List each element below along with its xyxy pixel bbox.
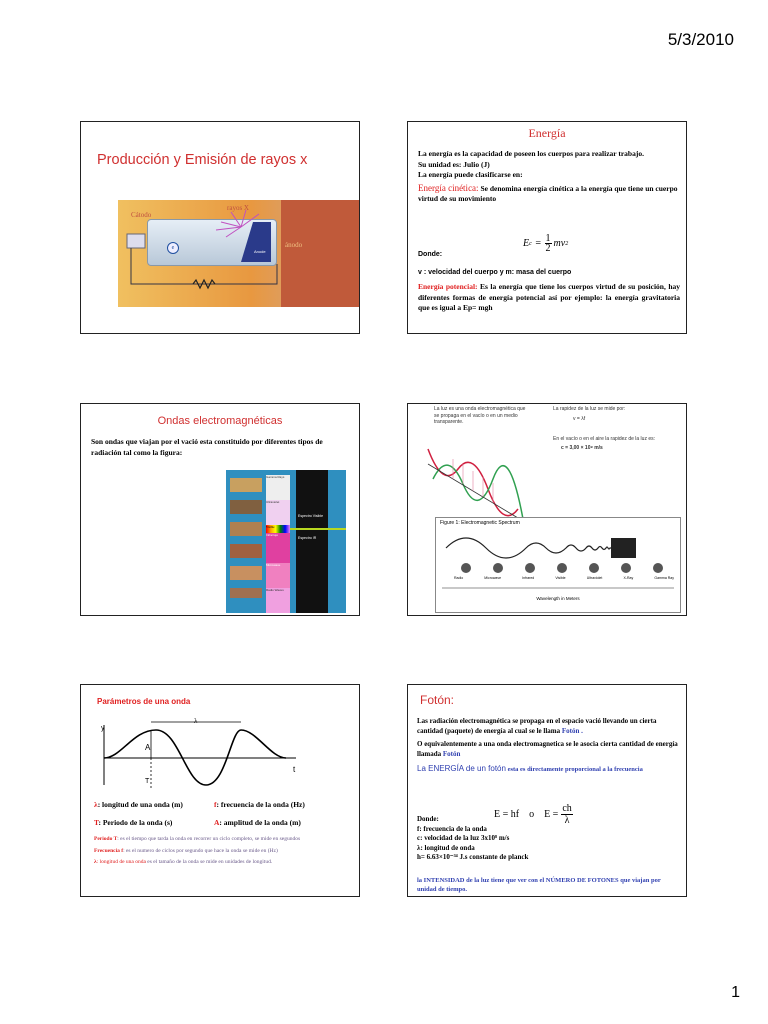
def-period: T: Periodo de la onda (s) (94, 818, 173, 827)
electron-icon: e (167, 242, 179, 254)
thumb-image (230, 544, 262, 558)
note-wavelength: λ: longitud de una onda es el tamaño de la onda se mide en unidades de longitud. (94, 859, 273, 865)
slide-title: Parámetros de una onda (97, 697, 191, 706)
spectrum-source-icon (493, 563, 503, 573)
em-waves-text: Son ondas que viajan por el vació esta constituido por diferentes tipos de radiación tal como la figura: (91, 437, 323, 457)
light-bullet-2: La rapidez de la luz se mide por: v = λf (553, 406, 626, 422)
band-radio: Radio Waves (266, 588, 290, 613)
param-definitions (94, 796, 354, 832)
kinetic-energy-text: Energía cinética: Se denomina energía cinética a la energía que tiene un cuerpo virtud de su movimiento (418, 182, 678, 203)
circuit-wire (131, 248, 277, 284)
light-bullet-1: La luz es una onda electromagnética que se propaga en el vacío o en un medio transparente. (434, 406, 526, 425)
em-spectrum-figure (226, 470, 346, 613)
slide-title: Fotón: (420, 693, 455, 707)
slide-title: Producción y Emisión de rayos x (97, 152, 308, 168)
gamma-block (611, 538, 636, 558)
param-notes (94, 835, 352, 867)
wave-parameter-diagram (81, 710, 360, 810)
photon-equivalence: O equivalentemente a una onda electromagnetica se le asocia cierta cantidad de energía llamada Fotón (417, 740, 678, 758)
photon-energy-text: La ENERGÍA de un fotón esta es directamente proporcional a la frecuencia (417, 764, 643, 773)
energy-unit: Su unidad es: Julio (J) (418, 159, 490, 169)
spectrum-source-icon (653, 563, 663, 573)
magnetic-field-wave (433, 465, 523, 519)
def-wavelength: λ: longitud de una onda (m) (94, 800, 183, 809)
spectrum-source-icon (461, 563, 471, 573)
propagation-axis (428, 464, 528, 524)
energy-classification: La energía puede clasificarse en: (418, 170, 523, 179)
note-frequency: Frecuencia f: es el numero de ciclos por segundo que hace la onda se mide en (Hz) (94, 847, 278, 854)
note-period: Periodo T: es el tiempo que tarda la onda en recorrer un ciclo completo, se mide en segundos (94, 836, 301, 842)
band-infrared: Infrarrojo (266, 533, 290, 563)
spectrum-source-icon (621, 563, 631, 573)
photon-variables: Donde: f: frecuencia de la onda c: velocidad de la luz 3x10⁸ m/s λ: longitud de onda h= 6.63×10⁻³⁴ J.s constante de planck (417, 815, 529, 861)
light-bullet-3: En el vacío o en el aire la rapidez de la luz es: c = 3,00 × 10⁸ m/s (553, 436, 656, 451)
thumb-image (230, 566, 262, 580)
spectrum-source-icon (557, 563, 567, 573)
t-label: t (293, 765, 296, 774)
intensity-text: la INTENSIDAD de la luz tiene que ver con el NÚMERO DE FOTONES que viajan por unidad de tiempo. (417, 877, 661, 893)
kinetic-variables: v : velocidad del cuerpo y m: masa del cuerpo (418, 269, 572, 276)
slide-foton (407, 684, 687, 897)
spectrum-source-icon (525, 563, 535, 573)
band-gamma: Gamma Rays (266, 475, 290, 500)
ir-spectrum-label: Espectro IR (298, 536, 317, 540)
wavelength-curve (446, 538, 636, 558)
spectrum-thumbnails (230, 478, 262, 608)
donde-label: Donde: (418, 251, 443, 258)
band-microwave: Microwave (266, 563, 290, 588)
def-amplitude: A: amplitud de la onda (m) (214, 818, 301, 827)
slide-xray-production (80, 121, 360, 334)
page-date: 5/3/2010 (667, 30, 734, 49)
kinetic-formula: E c = $\frac{1}{2}$ mv 2 (523, 233, 569, 254)
photon-equations: E = hf o E = $\frac{ch}{\lambda}$ (494, 803, 572, 826)
beam (241, 214, 259, 227)
spectrum-source-icon (589, 563, 599, 573)
axis-label: Wavelength in Meters (536, 596, 580, 601)
period-label: T (145, 778, 150, 785)
slide-energia (407, 121, 687, 334)
rays-label: rayos X (227, 204, 249, 212)
band-visible: Visible (266, 525, 290, 533)
photon-definition: Las radiación electromagnética se propaga en el espacio vació llevando un cierta cantidad (paquete) de energía al cual se le llama Fotón . (417, 717, 657, 735)
lambda-label: λ (194, 717, 198, 725)
cathode-label: Cátodo (131, 211, 152, 219)
y-label: y (101, 725, 105, 732)
cathode-terminal (127, 234, 145, 248)
def-frequency: f: frecuencia de la onda (Hz) (214, 800, 305, 809)
slide-ondas-em (80, 403, 360, 616)
slide-title: Energía (528, 126, 566, 140)
potential-energy-text: Energía potencial: Es la energía que tiene los cuerpos virtud de su posición, hay diferentes formas de energía potencial así por ejemplo: la energía gravitatoria que es igual a Ep= mgh (418, 282, 680, 312)
slide-parametros-onda (80, 684, 360, 897)
anode-label: Anode (254, 249, 266, 254)
thumb-image (230, 522, 262, 536)
figure-title: Figure 1: Electromagnetic Spectrum (440, 520, 520, 526)
spectrum-black-band (296, 470, 328, 613)
field-hatching (453, 459, 493, 503)
thumb-image (230, 500, 262, 514)
anodo-label: ánodo (285, 241, 303, 249)
slide-luz-onda (407, 403, 687, 616)
amplitude-label: A (145, 743, 151, 752)
visible-spectrum-label: Espectro Visible (298, 514, 324, 518)
spectrum-icon-labels: Radio Microwave Infrared Visible Ultraviolet X-Ray Gamma Ray (454, 576, 674, 580)
xray-beams (81, 122, 360, 334)
page-number: 1 (731, 984, 740, 1001)
slide-title: Ondas electromagnéticas (157, 415, 283, 427)
band-ultraviolet: Ultraviolet (266, 500, 290, 525)
energy-definition: La energía es la capacidad de poseen los cuerpos para realizar trabajo. (418, 149, 644, 158)
thumb-image (230, 588, 262, 598)
em-spectrum-figure (435, 517, 681, 613)
thumb-image (230, 478, 262, 492)
